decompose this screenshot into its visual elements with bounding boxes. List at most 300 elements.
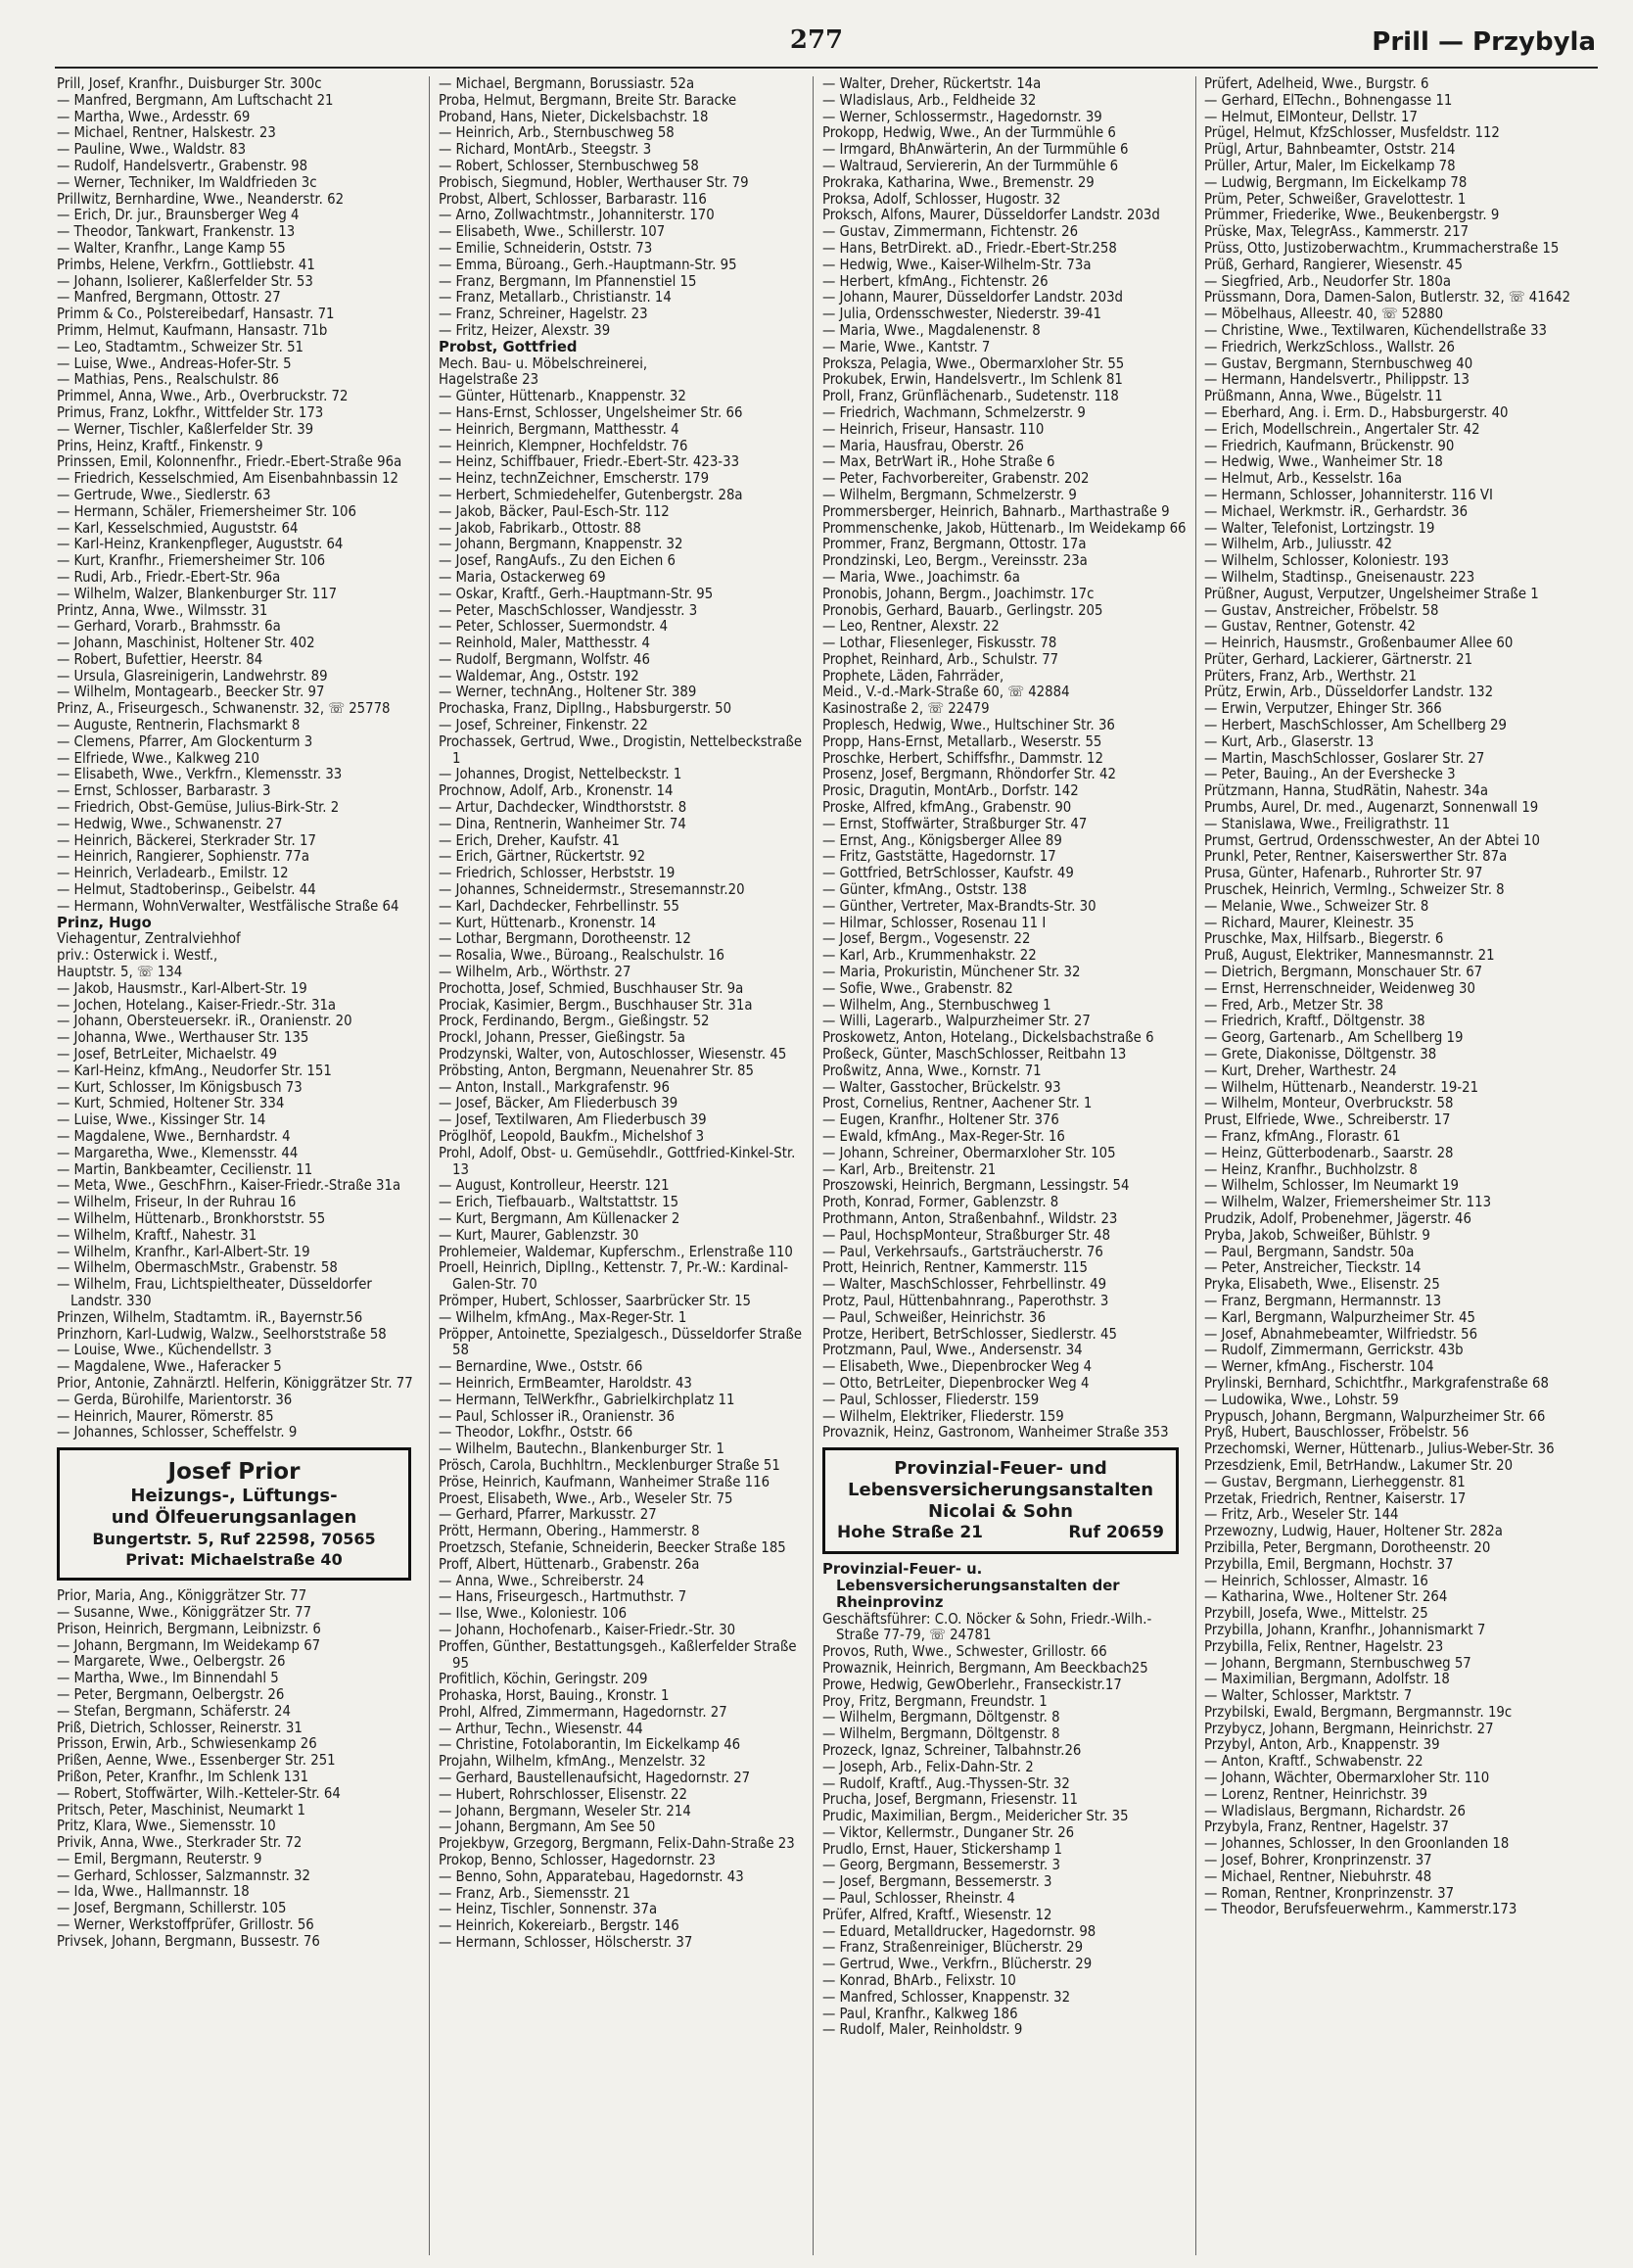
directory-entry: — Ernst, Stoffwärter, Straßburger Str. 47: [822, 815, 1088, 832]
directory-entry: — Rudolf, Zimmermann, Gerrickstr. 43b: [1204, 1342, 1464, 1359]
directory-entry: Prumst, Gertrud, Ordensschwester, An der Abtei 10: [1204, 831, 1540, 849]
directory-entry: — Grete, Diakonisse, Döltgenstr. 38: [1204, 1046, 1437, 1063]
directory-entry: Prusa, Günter, Hafenarb., Ruhrorter Str. 97: [1204, 865, 1483, 882]
directory-entry: Proszowski, Heinrich, Bergmann, Lessingstr. 54: [822, 1177, 1130, 1195]
directory-entry: Propp, Hans-Ernst, Metallarb., Weserstr. 55: [822, 732, 1102, 750]
directory-entry: Prypusch, Johann, Bergmann, Walpurzheimer Str. 66: [1204, 1407, 1546, 1425]
directory-entry: Prüßner, August, Verputzer, Ungelsheimer Straße 1: [1204, 585, 1539, 602]
directory-entry: — Magdalene, Wwe., Bernhardstr. 4: [57, 1128, 291, 1145]
directory-entry: — Wilhelm, Walzer, Friemersheimer Str. 113: [1204, 1194, 1492, 1211]
directory-entry: — Gustav, Anstreicher, Fröbelstr. 58: [1204, 601, 1439, 619]
directory-entry: Prison, Heinrich, Bergmann, Leibnizstr. 6: [57, 1620, 321, 1637]
directory-entry: — Paul, Verkehrsaufs., Gartsträucherstr. 76: [822, 1243, 1103, 1260]
directory-entry: — Johann, Schreiner, Obermarxloher Str. 105: [822, 1144, 1116, 1161]
directory-entry: — Martha, Wwe., Ardesstr. 69: [57, 108, 251, 125]
directory-entry: — Artur, Dachdecker, Windthorststr. 8: [439, 799, 687, 817]
directory-entry: — Heinz, technZeichner, Emscherstr. 179: [439, 470, 710, 488]
directory-entry: Prohl, Adolf, Obst- u. Gemüsehdlr., Gottfried-Kinkel-Str. 13: [439, 1144, 796, 1178]
directory-entry: — Friedrich, Kraftf., Döltgenstr. 38: [1204, 1013, 1425, 1030]
directory-entry: — Erich, Tiefbauarb., Waltstattstr. 15: [439, 1194, 679, 1211]
directory-entry: Przybill, Josefa, Wwe., Mittelstr. 25: [1204, 1605, 1428, 1623]
directory-entry: — Hermann, Handelsvertr., Philippstr. 13: [1204, 371, 1470, 389]
directory-entry: — Martha, Wwe., Im Binnendahl 5: [57, 1670, 279, 1687]
directory-entry: Primm & Co., Polstereibedarf, Hansastr. 71: [57, 306, 335, 323]
directory-entry: Prinz, A., Friseurgesch., Schwanenstr. 32, ☏ 25778: [57, 700, 391, 718]
directory-entry: — Jakob, Bäcker, Paul-Esch-Str. 112: [439, 502, 670, 520]
directory-entry: — Walter, Schlosser, Marktstr. 7: [1204, 1687, 1413, 1705]
directory-entry: — Margarete, Wwe., Oelbergstr. 26: [57, 1653, 286, 1671]
directory-entry: Prothmann, Anton, Straßenbahnf., Wildstr. 23: [822, 1209, 1118, 1227]
directory-column-3: [822, 76, 1187, 2255]
directory-entry: — Ludowika, Wwe., Lohstr. 59: [1204, 1391, 1399, 1408]
directory-entry: Proßeck, Günter, MaschSchlosser, Reitbahn 13: [822, 1046, 1127, 1063]
directory-entry: — Wilhelm, Arb., Wörthstr. 27: [439, 964, 631, 981]
directory-entry: — Dina, Rentnerin, Wanheimer Str. 74: [439, 815, 686, 832]
directory-entry: — Wilhelm, Ang., Sternbuschweg 1: [822, 996, 1051, 1014]
directory-entry: — Jakob, Hausmstr., Karl-Albert-Str. 19: [57, 979, 307, 997]
directory-entry: — Josef, Textilwaren, Am Fliederbusch 39: [439, 1111, 707, 1129]
directory-entry: Prügl, Artur, Bahnbeamter, Oststr. 214: [1204, 141, 1456, 159]
directory-entry: — Dietrich, Bergmann, Monschauer Str. 67: [1204, 964, 1483, 981]
directory-entry: — Walter, Telefonist, Lortzingstr. 19: [1204, 519, 1435, 537]
directory-entry: Prosic, Dragutin, MontArb., Dorfstr. 142: [822, 782, 1079, 800]
directory-entry: Pritz, Klara, Wwe., Siemensstr. 10: [57, 1818, 276, 1835]
directory-entry: — Magdalene, Wwe., Haferacker 5: [57, 1358, 282, 1376]
directory-entry: — Herbert, Schmiedehelfer, Gutenbergstr. 28a: [439, 486, 743, 503]
directory-entry: — Mathias, Pens., Realschulstr. 86: [57, 371, 279, 389]
directory-entry: — Theodor, Lokfhr., Oststr. 66: [439, 1424, 633, 1441]
directory-entry: — Leo, Stadtamtm., Schweizer Str. 51: [57, 338, 304, 355]
directory-entry: — Fred, Arb., Metzer Str. 38: [1204, 996, 1384, 1014]
directory-entry: Geschäftsführer: C.O. Nöcker & Sohn, Friedr.-Wilh.-Straße 77-79, ☏ 24781: [822, 1610, 1152, 1644]
directory-entry: — Hedwig, Wwe., Schwanenstr. 27: [57, 815, 283, 832]
directory-entry: — Fritz, Heizer, Alexstr. 39: [439, 321, 611, 339]
directory-entry: Proll, Franz, Grünflächenarb., Sudetenstr. 118: [822, 388, 1119, 405]
directory-entry: — Franz, kfmAng., Florastr. 61: [1204, 1128, 1401, 1145]
directory-entry: — Ernst, Schlosser, Barbarastr. 3: [57, 782, 271, 800]
directory-entry: Prohlemeier, Waldemar, Kupferschm., Erlenstraße 110: [439, 1243, 793, 1260]
directory-entry: Prüller, Artur, Maler, Im Eickelkamp 78: [1204, 157, 1456, 174]
directory-entry: Prock, Ferdinando, Bergm., Gießingstr. 52: [439, 1013, 710, 1030]
directory-entry: Kasinostraße 2, ☏ 22479: [822, 700, 990, 718]
directory-entry: Hauptstr. 5, ☏ 134: [57, 964, 183, 981]
directory-entry: Pronobis, Gerhard, Bauarb., Gerlingstr. 205: [822, 601, 1103, 619]
column-divider: [813, 76, 814, 2255]
directory-entry: — Hermann, Schäler, Friemersheimer Str. 106: [57, 502, 356, 520]
directory-entry: Pryka, Elisabeth, Wwe., Elisenstr. 25: [1204, 1276, 1440, 1294]
directory-entry: Prior, Antonie, Zahnärztl. Helferin, Königgrätzer Str. 77: [57, 1374, 413, 1392]
directory-entry: — Heinrich, Kokereiarb., Bergstr. 146: [439, 1917, 679, 1935]
directory-entry: — Heinz, Kranfhr., Buchholzstr. 8: [1204, 1160, 1418, 1178]
directory-entry: — Martin, Bankbeamter, Cecilienstr. 11: [57, 1160, 313, 1178]
directory-entry: — Heinrich, ErmBeamter, Haroldstr. 43: [439, 1374, 692, 1392]
directory-entry: — Walter, Kranfhr., Lange Kamp 55: [57, 239, 286, 257]
directory-entry: — Paul, HochspMonteur, Straßburger Str. 48: [822, 1226, 1111, 1244]
directory-entry: Pritsch, Peter, Maschinist, Neumarkt 1: [57, 1801, 305, 1819]
directory-entry: — Wilhelm, Kranfhr., Karl-Albert-Str. 19: [57, 1243, 310, 1260]
directory-entry: Pröpper, Antoinette, Spezialgesch., Düsseldorfer Straße 58: [439, 1325, 803, 1359]
directory-entry: Viehagentur, Zentralviehhof: [57, 930, 241, 948]
directory-entry: Printz, Anna, Wwe., Wilmsstr. 31: [57, 601, 268, 619]
directory-entry: — Heinrich, Friseur, Hansastr. 110: [822, 420, 1045, 438]
directory-entry: — Heinz, Tischler, Sonnenstr. 37a: [439, 1901, 658, 1918]
directory-entry: — Wilhelm, Hüttenarb., Neanderstr. 19-21: [1204, 1078, 1479, 1096]
directory-entry: Prost, Cornelius, Rentner, Aachener Str. 1: [822, 1095, 1093, 1112]
directory-entry: — Luise, Wwe., Andreas-Hofer-Str. 5: [57, 354, 292, 372]
directory-entry: Proband, Hans, Nieter, Dickelsbachstr. 18: [439, 108, 709, 125]
directory-entry: Prior, Maria, Ang., Königgrätzer Str. 77: [57, 1587, 307, 1605]
directory-entry: — Siegfried, Arb., Neudorfer Str. 180a: [1204, 272, 1452, 290]
directory-entry: Prüm, Peter, Schweißer, Gravelottestr. 1: [1204, 190, 1467, 208]
directory-entry: — Lorenz, Rentner, Heinrichstr. 39: [1204, 1785, 1427, 1803]
directory-entry: — Heinrich, Bäckerei, Sterkrader Str. 17: [57, 831, 316, 849]
directory-entry: — Georg, Bergmann, Bessemerstr. 3: [822, 1857, 1060, 1874]
directory-entry: — Benno, Sohn, Apparatebau, Hagedornstr. 43: [439, 1867, 744, 1885]
directory-entry: — Werner, Werkstoffprüfer, Grillostr. 56: [57, 1916, 314, 1934]
directory-entry: Prützmann, Hanna, StudRätin, Nahestr. 34a: [1204, 782, 1488, 800]
directory-entry: Meid., V.-d.-Mark-Straße 60, ☏ 42884: [822, 684, 1070, 701]
directory-entry: — Johanna, Wwe., Werthauser Str. 135: [57, 1029, 309, 1047]
directory-entry: — Kurt, Kranfhr., Friemersheimer Str. 106: [57, 552, 326, 570]
header-rule: [55, 67, 1598, 69]
directory-entry: — Stefan, Bergmann, Schäferstr. 24: [57, 1702, 291, 1720]
directory-entry: — Konrad, BhArb., Felixstr. 10: [822, 1972, 1016, 1990]
directory-entry: — Josef, Abnahmebeamter, Wilfriedstr. 56: [1204, 1325, 1478, 1343]
directory-entry: — Hermann, Schlosser, Hölscherstr. 37: [439, 1934, 693, 1952]
directory-entry: — Paul, Schlosser, Fliederstr. 159: [822, 1391, 1040, 1408]
directory-entry: Prunkl, Peter, Rentner, Kaiserswerther Str. 87a: [1204, 848, 1508, 866]
directory-entry: — Gertrude, Wwe., Siedlerstr. 63: [57, 486, 271, 503]
directory-entry: — Erwin, Verputzer, Ehinger Str. 366: [1204, 700, 1442, 718]
directory-entry: — Johann, Bergmann, Knappenstr. 32: [439, 536, 683, 553]
directory-entry: Prüß, Gerhard, Rangierer, Wiesenstr. 45: [1204, 256, 1464, 273]
directory-entry: Prüss, Otto, Justizoberwachtm., Krummacherstraße 15: [1204, 239, 1560, 257]
directory-entry-heading: Probst, Gottfried: [439, 338, 578, 355]
directory-entry: — Rudolf, Handelsvertr., Grabenstr. 98: [57, 157, 308, 174]
directory-entry: — Gerhard, Pfarrer, Markusstr. 27: [439, 1506, 657, 1524]
directory-entry: Priß, Dietrich, Schlosser, Reinerstr. 31: [57, 1719, 303, 1736]
directory-entry: — Rudi, Arb., Friedr.-Ebert-Str. 96a: [57, 568, 281, 586]
directory-entry: — Peter, Bauing., An der Evershecke 3: [1204, 766, 1456, 783]
directory-entry: — Peter, Schlosser, Suermondstr. 4: [439, 618, 669, 636]
directory-entry: — Peter, MaschSchlosser, Wandjesstr. 3: [439, 601, 698, 619]
directory-entry: Przybyla, Franz, Rentner, Hagelstr. 37: [1204, 1819, 1449, 1836]
directory-entry: Proetzsch, Stefanie, Schneiderin, Beecker Straße 185: [439, 1538, 786, 1556]
directory-entry: — Josef, RangAufs., Zu den Eichen 6: [439, 552, 676, 570]
directory-entry: — Johann, Wächter, Obermarxloher Str. 110: [1204, 1770, 1490, 1787]
directory-entry: — Karl-Heinz, Krankenpfleger, Auguststr. 64: [57, 536, 344, 553]
directory-entry: — Eberhard, Ang. i. Erm. D., Habsburgerstr. 40: [1204, 403, 1509, 421]
directory-entry: — Wilhelm, Arb., Juliusstr. 42: [1204, 536, 1393, 553]
directory-entry: Prommer, Franz, Bergmann, Ottostr. 17a: [822, 536, 1087, 553]
directory-entry: — Viktor, Kellermstr., Dunganer Str. 26: [822, 1823, 1075, 1841]
ad-text: Ruf 20659: [1068, 1523, 1164, 1543]
directory-entry: — Wilhelm, Bergmann, Döltgenstr. 8: [822, 1709, 1060, 1726]
directory-entry: — Manfred, Schlosser, Knappenstr. 32: [822, 1988, 1071, 2006]
directory-entry: — Johannes, Drogist, Nettelbeckstr. 1: [439, 766, 682, 783]
directory-entry: Prüters, Franz, Arb., Werthstr. 21: [1204, 667, 1418, 685]
directory-entry: — Wilhelm, Walzer, Blankenburger Str. 117: [57, 585, 338, 602]
directory-entry: — Wladislaus, Arb., Feldheide 32: [822, 91, 1037, 109]
directory-entry: Przesdzienk, Emil, BetrHandw., Lakumer Str. 20: [1204, 1456, 1514, 1474]
directory-entry: — Günter, kfmAng., Oststr. 138: [822, 881, 1027, 899]
advertisement-box: [822, 1447, 1179, 1554]
directory-entry: Prondzinski, Leo, Bergm., Vereinsstr. 23a: [822, 552, 1088, 570]
directory-entry: Prokopp, Hedwig, Wwe., An der Turmmühle 6: [822, 124, 1116, 142]
directory-entry: — Heinrich, Maurer, Römerstr. 85: [57, 1407, 274, 1425]
directory-entry: — Wilhelm, Stadtinsp., Gneisenaustr. 223: [1204, 568, 1475, 586]
directory-entry: Prohaska, Horst, Bauing., Kronstr. 1: [439, 1687, 670, 1705]
directory-entry: — Rudolf, Maler, Reinholdstr. 9: [822, 2021, 1023, 2039]
directory-entry: Prust, Elfriede, Wwe., Schreiberstr. 17: [1204, 1111, 1451, 1129]
ad-text: Josef Prior: [167, 1459, 301, 1486]
directory-entry: Probisch, Siegmund, Hobler, Werthauser Str. 79: [439, 173, 749, 191]
directory-entry: — Gerhard, Schlosser, Salzmannstr. 32: [57, 1866, 310, 1884]
directory-entry: Profitlich, Köchin, Geringstr. 209: [439, 1671, 648, 1688]
directory-entry: — Johann, Isolierer, Kaßlerfelder Str. 53: [57, 272, 313, 290]
running-head: Prill — Przybyla: [1372, 27, 1596, 57]
directory-entry: — Theodor, Tankwart, Frankenstr. 13: [57, 223, 296, 241]
directory-entry: — Willi, Lagerarb., Walpurzheimer Str. 27: [822, 1013, 1091, 1030]
directory-entry: — Hilmar, Schlosser, Rosenau 11 I: [822, 914, 1047, 931]
directory-entry: Prommenschenke, Jakob, Hüttenarb., Im Weidekamp 66: [822, 519, 1187, 537]
directory-entry: Prott, Heinrich, Rentner, Kammerstr. 115: [822, 1259, 1088, 1277]
directory-entry: Prockl, Johann, Presser, Gießingstr. 5a: [439, 1029, 685, 1047]
directory-entry: — Hermann, TelWerkfhr., Gabrielkirchplatz 11: [439, 1391, 735, 1408]
directory-entry: — Julia, Ordensschwester, Niederstr. 39-41: [822, 306, 1102, 323]
ad-text: Privat: Michaelstraße 40: [125, 1550, 343, 1570]
directory-entry: — Heinrich, Schlosser, Almastr. 16: [1204, 1572, 1428, 1589]
directory-entry: — Paul, Bergmann, Sandstr. 50a: [1204, 1243, 1415, 1260]
directory-entry: — Erich, Modellschrein., Angertaler Str. 42: [1204, 420, 1480, 438]
directory-entry: — Johann, Obersteuersekr. iR., Oranienstr. 20: [57, 1013, 352, 1030]
directory-entry: Prütz, Erwin, Arb., Düsseldorfer Landstr. 132: [1204, 684, 1494, 701]
directory-entry: — Lothar, Bergmann, Dorotheenstr. 12: [439, 930, 691, 948]
column-divider: [429, 76, 430, 2255]
directory-entry: Prümmer, Friederike, Wwe., Beukenbergstr. 9: [1204, 207, 1500, 224]
directory-entry: — Wladislaus, Bergmann, Richardstr. 26: [1204, 1802, 1466, 1819]
directory-entry: Projekbyw, Grzegorg, Bergmann, Felix-Dahn-Straße 23: [439, 1835, 795, 1853]
directory-entry: — Christine, Fotolaborantin, Im Eickelkamp 46: [439, 1736, 741, 1754]
directory-entry: Prinzen, Wilhelm, Stadtamtm. iR., Bayernstr.56: [57, 1308, 363, 1326]
directory-entry: — Christine, Wwe., Textilwaren, Küchendellstraße 33: [1204, 321, 1548, 339]
directory-entry: — Hubert, Rohrschlosser, Elisenstr. 22: [439, 1785, 687, 1803]
directory-entry: — Josef, Bäcker, Am Fliederbusch 39: [439, 1095, 678, 1112]
directory-entry: — Maria, Ostackerweg 69: [439, 568, 606, 586]
directory-entry: — Ludwig, Bergmann, Im Eickelkamp 78: [1204, 173, 1468, 191]
directory-entry: — Wilhelm, Friseur, In der Ruhrau 16: [57, 1194, 297, 1211]
directory-entry: Przechomski, Werner, Hüttenarb., Julius-Weber-Str. 36: [1204, 1441, 1555, 1458]
directory-entry: — Günther, Vertreter, Max-Brandts-Str. 30: [822, 897, 1096, 915]
directory-entry: — Gustav, Zimmermann, Fichtenstr. 26: [822, 223, 1079, 241]
directory-entry: Protz, Paul, Hüttenbahnrang., Paperothstr. 3: [822, 1292, 1109, 1309]
directory-entry: Primm, Helmut, Kaufmann, Hansastr. 71b: [57, 321, 328, 339]
directory-entry: — Karl, Dachdecker, Fehrbellinstr. 55: [439, 897, 680, 915]
directory-entry: Prudic, Maximilian, Bergm., Meidericher Str. 35: [822, 1808, 1129, 1825]
directory-entry: priv.: Osterwick i. Westf.,: [57, 947, 218, 965]
ad-text: Lebensversicherungsanstalten: [847, 1480, 1154, 1501]
directory-entry: — Theodor, Berufsfeuerwehrm., Kammerstr.173: [1204, 1901, 1517, 1918]
directory-entry: — Gerhard, ElTechn., Bohnengasse 11: [1204, 91, 1453, 109]
column-divider: [1195, 76, 1196, 2255]
directory-entry: — Franz, Metallarb., Christianstr. 14: [439, 289, 672, 307]
directory-entry: Prüfert, Adelheid, Wwe., Burgstr. 6: [1204, 76, 1429, 92]
directory-entry: Prokraka, Katharina, Wwe., Bremenstr. 29: [822, 173, 1095, 191]
directory-entry: — Martin, MaschSchlosser, Goslarer Str. 27: [1204, 749, 1485, 767]
directory-entry: — Walter, MaschSchlosser, Fehrbellinstr. 49: [822, 1276, 1107, 1294]
directory-entry: — Hans, Friseurgesch., Hartmuthstr. 7: [439, 1588, 687, 1606]
directory-entry: Primmel, Anna, Wwe., Arb., Overbruckstr. 72: [57, 388, 349, 405]
directory-entry: — Ernst, Ang., Königsberger Allee 89: [822, 831, 1062, 849]
directory-entry: — August, Kontrolleur, Heerstr. 121: [439, 1177, 670, 1195]
directory-entry: — Josef, Schreiner, Finkenstr. 22: [439, 717, 648, 734]
directory-entry: — Paul, Schlosser iR., Oranienstr. 36: [439, 1407, 676, 1425]
directory-entry: — Kurt, Arb., Glaserstr. 13: [1204, 732, 1375, 750]
directory-entry: — Michael, Rentner, Halskestr. 23: [57, 124, 276, 142]
directory-entry: Pruschek, Heinrich, Vermlng., Schweizer Str. 8: [1204, 881, 1505, 899]
directory-entry: Prudzik, Adolf, Probenehmer, Jägerstr. 46: [1204, 1209, 1471, 1227]
directory-entry: Proff, Albert, Hüttenarb., Grabenstr. 26a: [439, 1555, 700, 1573]
directory-entry: Prochnow, Adolf, Arb., Kronenstr. 14: [439, 782, 674, 800]
directory-entry: — Georg, Gartenarb., Am Schellberg 19: [1204, 1029, 1464, 1047]
directory-entry: — Johann, Maurer, Düsseldorfer Landstr. 203d: [822, 289, 1124, 307]
directory-entry: — Erich, Dreher, Kaufstr. 41: [439, 831, 620, 849]
directory-entry: — Kurt, Schlosser, Im Königsbusch 73: [57, 1078, 303, 1096]
directory-entry: Prißen, Aenne, Wwe., Essenberger Str. 251: [57, 1752, 336, 1770]
directory-column-1: [57, 76, 419, 2255]
directory-entry: Prudlo, Ernst, Hauer, Stickershamp 1: [822, 1840, 1062, 1858]
directory-entry: Privik, Anna, Wwe., Sterkrader Str. 72: [57, 1834, 303, 1852]
directory-entry: — Wilhelm, Montagearb., Beecker Str. 97: [57, 684, 325, 701]
directory-entry: — Maria, Wwe., Joachimstr. 6a: [822, 568, 1020, 586]
directory-entry: — Anna, Wwe., Schreiberstr. 24: [439, 1572, 645, 1589]
directory-entry: — Peter, Fachvorbereiter, Grabenstr. 202: [822, 470, 1090, 488]
directory-entry: Pryba, Jakob, Schweißer, Bühlstr. 9: [1204, 1226, 1430, 1244]
directory-entry: — Margaretha, Wwe., Klemensstr. 44: [57, 1144, 299, 1161]
directory-entry: Prokubek, Erwin, Handelsvertr., Im Schlenk 81: [822, 371, 1123, 389]
directory-entry: — Fritz, Arb., Weseler Str. 144: [1204, 1506, 1399, 1524]
directory-entry: Prisson, Erwin, Arb., Schwiesenkamp 26: [57, 1735, 317, 1753]
directory-entry: Przybilla, Johann, Kranfhr., Johannismarkt 7: [1204, 1621, 1486, 1638]
directory-entry: — Elisabeth, Wwe., Diepenbrocker Weg 4: [822, 1358, 1093, 1376]
directory-entry: — Maria, Hausfrau, Oberstr. 26: [822, 437, 1024, 454]
directory-entry: — Gustav, Bergmann, Sternbuschweg 40: [1204, 354, 1473, 372]
directory-entry: — Anton, Install., Markgrafenstr. 96: [439, 1078, 670, 1096]
directory-entry: Proplesch, Hedwig, Wwe., Hultschiner Str. 36: [822, 717, 1115, 734]
directory-entry: Prösch, Carola, Buchhltrn., Mecklenburger Straße 51: [439, 1456, 780, 1474]
directory-entry: — Eugen, Kranfhr., Holtener Str. 376: [822, 1111, 1059, 1129]
directory-entry: — Erich, Gärtner, Rückertstr. 92: [439, 848, 646, 866]
directory-entry: Prißon, Peter, Kranfhr., Im Schlenk 131: [57, 1768, 309, 1785]
directory-entry: — Gustav, Bergmann, Lierheggenstr. 81: [1204, 1473, 1466, 1490]
directory-entry: — Karl, Arb., Breitenstr. 21: [822, 1160, 997, 1178]
directory-entry: — Emma, Büroang., Gerh.-Hauptmann-Str. 95: [439, 256, 737, 273]
directory-entry: Proksa, Adolf, Schlosser, Hugostr. 32: [822, 190, 1061, 208]
directory-entry: — Emil, Bergmann, Reuterstr. 9: [57, 1850, 262, 1867]
directory-entry: — Robert, Schlosser, Sternbuschweg 58: [439, 157, 699, 174]
directory-entry: — Werner, technAng., Holtener Str. 389: [439, 684, 697, 701]
directory-entry: Proy, Fritz, Bergmann, Freundstr. 1: [822, 1692, 1048, 1710]
directory-entry: Primbs, Helene, Verkfrn., Gottliebstr. 41: [57, 256, 315, 273]
directory-entry: — Heinz, Gütterbodenarb., Saarstr. 28: [1204, 1144, 1454, 1161]
page-header: [0, 0, 1633, 65]
directory-entry: Proske, Alfred, kfmAng., Grabenstr. 90: [822, 799, 1072, 817]
directory-entry: — Wilhelm, kfmAng., Max-Reger-Str. 1: [439, 1308, 687, 1326]
directory-entry: — Kurt, Maurer, Gablenzstr. 30: [439, 1226, 639, 1244]
directory-entry: — Heinz, Schiffbauer, Friedr.-Ebert-Str. 423-33: [439, 453, 740, 471]
directory-entry: — Hans-Ernst, Schlosser, Ungelsheimer Str. 66: [439, 403, 743, 421]
directory-entry: Prill, Josef, Kranfhr., Duisburger Str. 300c: [57, 76, 322, 92]
directory-entry: — Friedrich, Kesselschmied, Am Eisenbahnbassin 12: [57, 470, 398, 488]
directory-entry: — Irmgard, BhAnwärterin, An der Turmmühle 6: [822, 141, 1129, 159]
directory-entry: — Friedrich, Kaufmann, Brückenstr. 90: [1204, 437, 1455, 454]
directory-entry: — Elfriede, Wwe., Kalkweg 210: [57, 749, 259, 767]
directory-entry: Prüske, Max, TelegrAss., Kammerstr. 217: [1204, 223, 1470, 241]
directory-entry: — Heinrich, Bergmann, Matthesstr. 4: [439, 420, 679, 438]
directory-entry: — Heinrich, Hausmstr., Großenbaumer Allee 60: [1204, 635, 1514, 652]
directory-entry: — Robert, Stoffwärter, Wilh.-Ketteler-Str. 64: [57, 1784, 341, 1802]
page-number: 277: [789, 25, 844, 55]
directory-entry: Prüssmann, Dora, Damen-Salon, Butlerstr. 32, ☏ 41642: [1204, 289, 1571, 307]
directory-column-2: [439, 76, 803, 2255]
directory-entry: — Hedwig, Wwe., Kaiser-Wilhelm-Str. 73a: [822, 256, 1092, 273]
directory-entry: — Josef, BetrLeiter, Michaelstr. 49: [57, 1046, 277, 1063]
directory-entry: Prömper, Hubert, Schlosser, Saarbrücker Str. 15: [439, 1292, 752, 1309]
directory-entry: Hagelstraße 23: [439, 371, 539, 389]
directory-entry: — Robert, Bufettier, Heerstr. 84: [57, 650, 263, 668]
directory-entry: Provos, Ruth, Wwe., Schwester, Grillostr. 66: [822, 1643, 1107, 1661]
directory-entry: — Max, BetrWart iR., Hohe Straße 6: [822, 453, 1055, 471]
directory-entry: — Kurt, Dreher, Warthestr. 24: [1204, 1062, 1397, 1079]
directory-entry: Proschke, Herbert, Schiffsfhr., Dammstr. 12: [822, 749, 1103, 767]
directory-entry: — Erich, Dr. jur., Braunsberger Weg 4: [57, 207, 300, 224]
directory-entry: Prins, Heinz, Kraftf., Finkenstr. 9: [57, 437, 263, 454]
directory-entry: — Franz, Straßenreiniger, Blücherstr. 29: [822, 1939, 1084, 1957]
directory-entry: — Rosalia, Wwe., Büroang., Realschulstr. 16: [439, 947, 724, 965]
directory-entry: Provaznik, Heinz, Gastronom, Wanheimer Straße 353: [822, 1424, 1169, 1441]
directory-entry: — Karl, Bergmann, Walpurzheimer Str. 45: [1204, 1308, 1476, 1326]
directory-entry: — Walter, Gasstocher, Brückelstr. 93: [822, 1078, 1061, 1096]
directory-entry: — Elisabeth, Wwe., Schillerstr. 107: [439, 223, 666, 241]
directory-entry: — Emilie, Schneiderin, Oststr. 73: [439, 239, 653, 257]
directory-entry: Prylinski, Bernhard, Schichtfhr., Markgrafenstraße 68: [1204, 1374, 1549, 1392]
directory-entry: Pronobis, Johann, Bergm., Joachimstr. 17c: [822, 585, 1095, 602]
directory-entry: — Karl-Heinz, kfmAng., Neudorfer Str. 151: [57, 1062, 332, 1079]
directory-entry: — Friedrich, WerkzSchloss., Wallstr. 26: [1204, 338, 1456, 355]
directory-entry: — Werner, Techniker, Im Waldfrieden 3c: [57, 173, 317, 191]
directory-entry: — Hermann, WohnVerwalter, Westfälische Straße 64: [57, 897, 399, 915]
directory-entry: — Möbelhaus, Alleestr. 40, ☏ 52880: [1204, 306, 1444, 323]
directory-entry: Proffen, Günther, Bestattungsgeh., Kaßlerfelder Straße 95: [439, 1637, 797, 1672]
directory-entry: — Helmut, Arb., Kesselstr. 16a: [1204, 470, 1402, 488]
directory-entry: — Kurt, Schmied, Holtener Str. 334: [57, 1095, 285, 1112]
directory-entry: — Clemens, Pfarrer, Am Glockenturm 3: [57, 732, 313, 750]
directory-entry: — Werner, Tischler, Kaßlerfelder Str. 39: [57, 420, 314, 438]
directory-entry: — Arno, Zollwachtmstr., Johanniterstr. 170: [439, 207, 715, 224]
directory-entry: — Michael, Bergmann, Borussiastr. 52a: [439, 76, 695, 92]
directory-entry: Prowe, Hedwig, GewOberlehr., Franseckistr.17: [822, 1676, 1122, 1693]
directory-entry: — Wilhelm, Bergmann, Döltgenstr. 8: [822, 1725, 1060, 1743]
directory-entry: Prozeck, Ignaz, Schreiner, Talbahnstr.26: [822, 1741, 1082, 1759]
directory-entry: — Kurt, Bergmann, Am Küllenacker 2: [439, 1209, 680, 1227]
directory-entry: Pröbsting, Anton, Bergmann, Neuenahrer Str. 85: [439, 1062, 754, 1079]
directory-entry: Proth, Konrad, Former, Gablenzstr. 8: [822, 1194, 1059, 1211]
directory-entry: — Wilhelm, Monteur, Overbruckstr. 58: [1204, 1095, 1454, 1112]
directory-entry: Prumbs, Aurel, Dr. med., Augenarzt, Sonnenwall 19: [1204, 799, 1539, 817]
directory-entry: — Stanislawa, Wwe., Freiligrathstr. 11: [1204, 815, 1451, 832]
directory-entry: — Johann, Bergmann, Sternbuschweg 57: [1204, 1654, 1471, 1672]
directory-entry: Prinzhorn, Karl-Ludwig, Walzw., Seelhorststraße 58: [57, 1325, 387, 1343]
